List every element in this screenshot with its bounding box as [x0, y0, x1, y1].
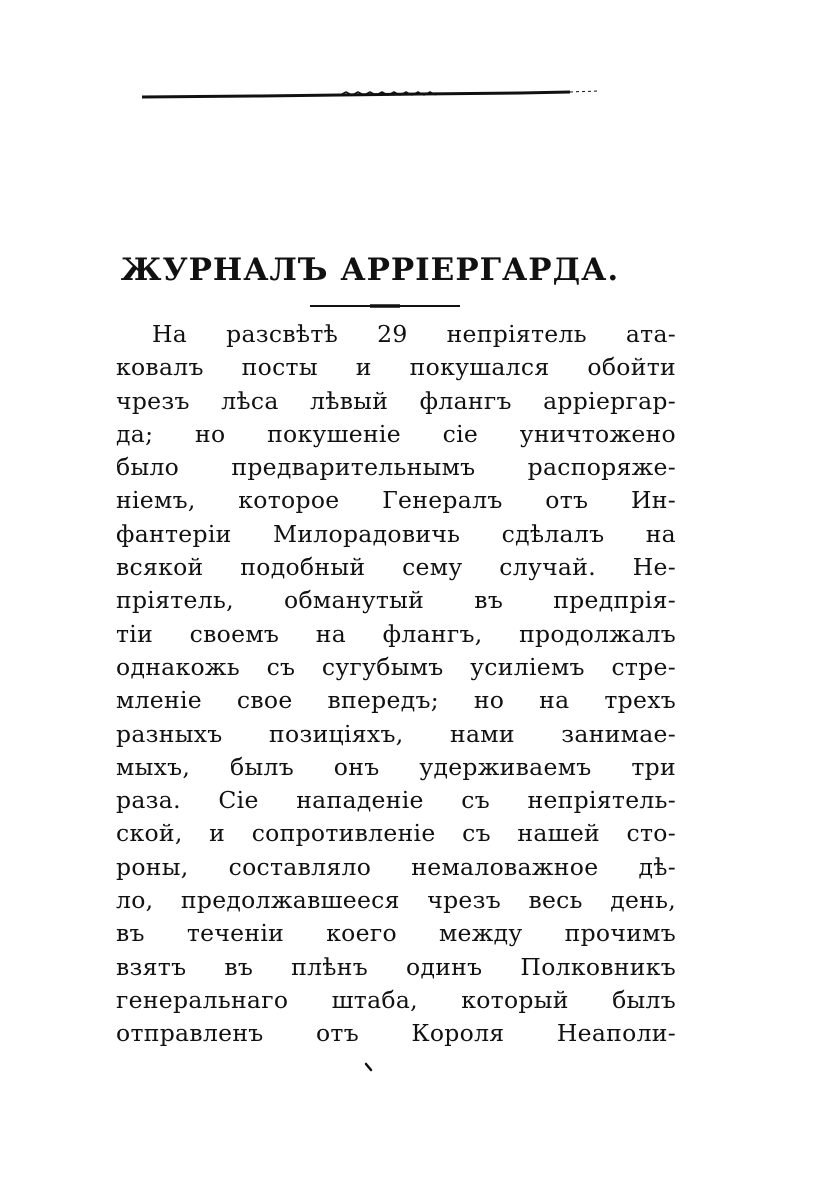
- text-line: пріятель, обманутый въ предпрія-: [116, 586, 676, 615]
- text-line: ніемъ, которое Генералъ отъ Ин-: [116, 486, 676, 515]
- text-line: всякой подобный сему случай. Не-: [116, 553, 676, 582]
- page-title: ЖУРНАЛЪ АРРІЕРГАРДА.: [120, 252, 620, 288]
- text-line: разныхъ позиціяхъ, нами занимае-: [116, 719, 676, 748]
- journal-paragraph: [116, 318, 676, 1051]
- text-line: На разсвѣтѣ 29 непріятель ата-: [152, 320, 676, 348]
- text-line: раза. Сіе нападеніе съ непріятель-: [116, 786, 676, 815]
- text-line: было предварительнымъ распоряже-: [116, 453, 676, 482]
- text-line: фантеріи Милорадовичь сдѣлалъ на: [116, 519, 676, 548]
- text-line: ской, и сопротивленіе съ нашей сто-: [116, 819, 676, 848]
- text-line: чрезъ лѣса лѣвый флангъ арріергар-: [116, 386, 676, 415]
- text-line: въ теченіи коего между прочимъ: [116, 919, 676, 948]
- text-line: однакожь съ сугубымъ усиліемъ стре-: [116, 652, 676, 681]
- text-line: роны, составляло немаловажное дѣ-: [116, 852, 676, 881]
- title-underline-ornament: [310, 303, 460, 309]
- text-line: мленіе свое впередъ; но на трехъ: [116, 686, 676, 715]
- text-line: тіи своемъ на флангъ, продолжалъ: [116, 619, 676, 648]
- text-line: ло, предолжавшееся чрезъ весь день,: [116, 886, 676, 915]
- text-line: взятъ въ плѣнъ одинъ Полковникъ: [116, 952, 676, 981]
- decorative-header-rule: [140, 86, 600, 104]
- ink-speck: [364, 1062, 374, 1072]
- text-line: ковалъ посты и покушался обойти: [116, 353, 676, 382]
- text-line: генеральнаго штаба, который былъ: [116, 985, 676, 1014]
- text-line: отправленъ отъ Короля Неаполи-: [116, 1019, 676, 1048]
- text-line: да; но покушеніе сіе уничтожено: [116, 419, 676, 448]
- text-line: мыхъ, былъ онъ удерживаемъ три: [116, 752, 676, 781]
